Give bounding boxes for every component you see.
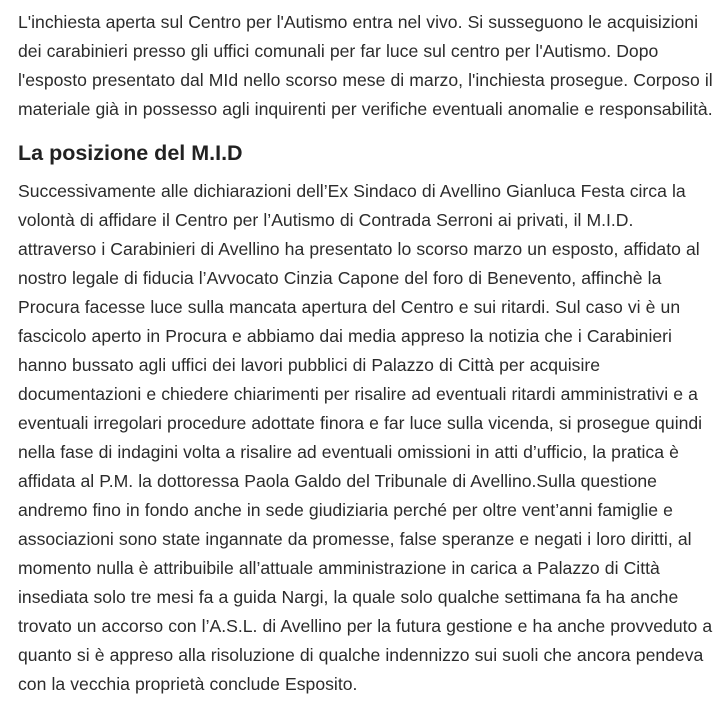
intro-paragraph: L'inchiesta aperta sul Centro per l'Autismo entra nel vivo. Si susseguono le acquisizioni dei carabinieri presso gli uffici comunali per far luce sul centro per l'Autismo. Dopo l'esposto presentato dal MId nello scorso mese di marzo, l'inchiesta prosegue. Corposo il materiale già in possesso agli inquirenti per verifiche eventuali anomalie e responsabilità. (18, 12, 713, 119)
body-paragraph: Successivamente alle dichiarazioni dell’Ex Sindaco di Avellino Gianluca Festa circa la volontà di affidare il Centro per l’Autismo di Contrada Serroni ai privati, il M.I.D. attraverso i Carabinieri di Avellino ha presentato lo scorso marzo un esposto, affidato al nostro legale di fiducia l’Avvocato Cinzia Capone del foro di Benevento, affinchè la Procura facesse luce sulla mancata apertura del Centro e sui ritardi. Sul caso vi è un fascicolo aperto in Procura e abbiamo dai media appreso la notizia che i Carabinieri hanno bussato agli uffici dei lavori pubblici di Palazzo di Città per acquisire documentazioni e chiedere chiarimenti per risalire ad eventuali ritardi amministrativi e a eventuali irregolari procedure adottate finora e far luce sulla vicenda, si prosegue quindi nella fase di indagini volta a risalire ad eventuali omissioni in atti d’ufficio, la pratica è affidata al P.M. la dottoressa Paola Galdo del Tribunale di Avellino.Sulla questione andremo fino in fondo anche in sede giudiziaria perché per oltre vent’anni famiglie e associazioni sono state ingannate da promesse, false speranze e negati i loro diritti, al momento nulla è attribuibile all’attuale amministrazione in carica a Palazzo di Città insediata solo tre mesi fa a guida Nargi, la quale solo qualche settimana fa ha anche trovato un accorso con l’A.S.L. di Avellino per la futura gestione e ha anche provveduto a quanto si è appreso alla risoluzione di qualche indennizzo sui suoli che ancora pendeva con la vecchia proprietà conclude Esposito. (18, 181, 713, 694)
section-heading: La posizione del M.I.D (18, 141, 243, 165)
